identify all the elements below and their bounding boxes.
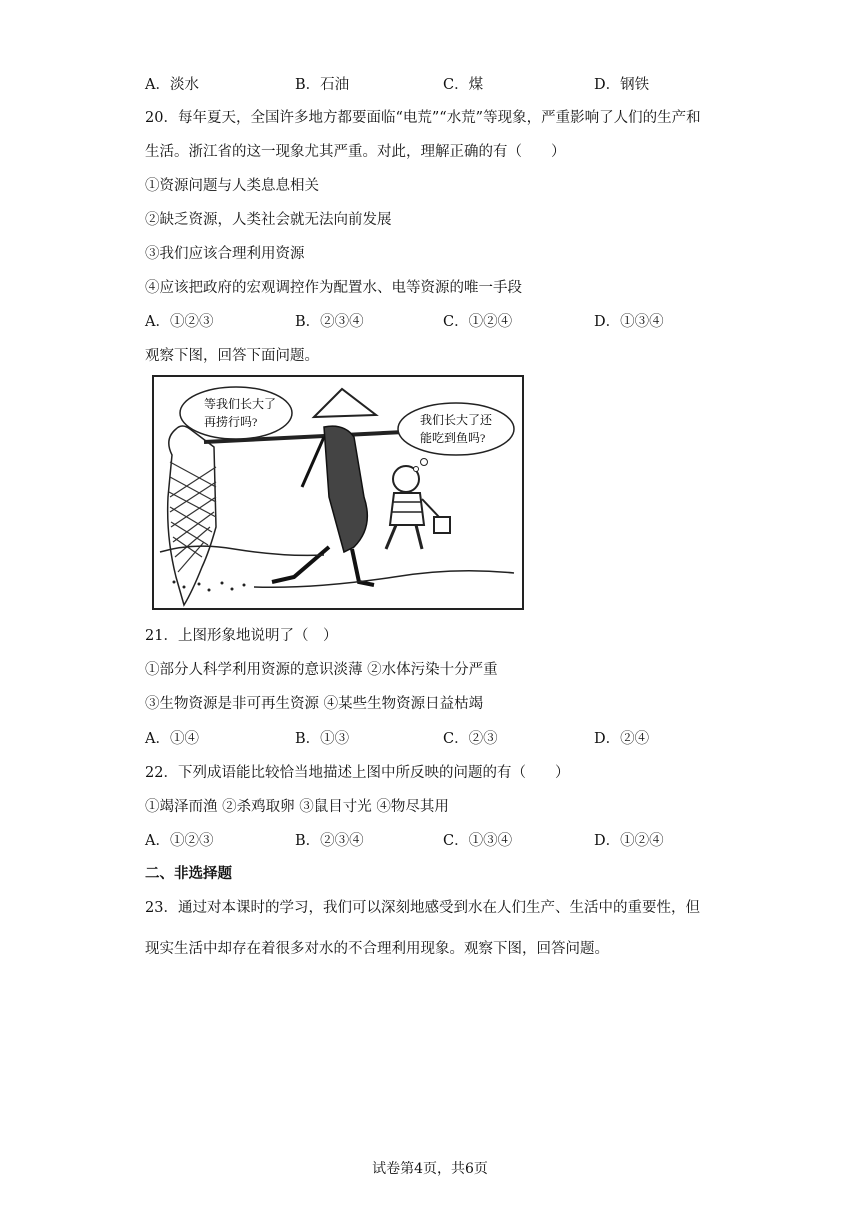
q23-line1: 23．通过对本课时的学习，我们可以深刻地感受到水在人们生产、生活中的重要性，但: [145, 900, 700, 916]
straw-hat: [314, 389, 376, 417]
q21-line2: ③生物资源是非可再生资源 ④某些生物资源日益枯竭: [145, 696, 484, 712]
q20-option-b: B．②③④: [295, 314, 364, 330]
net-hatching: [169, 462, 216, 572]
q20-item-1: ①资源问题与人类息息相关: [145, 178, 319, 194]
bubble-right-line2: 能吃到鱼吗?: [420, 431, 486, 445]
q22-option-b: B．②③④: [295, 833, 364, 849]
speech-bubble-left: [180, 387, 292, 439]
bubble-left-line1: 等我们长大了: [204, 397, 277, 411]
shore-dots: [173, 581, 246, 592]
q21-option-c: C．②③: [443, 731, 498, 747]
bucket: [434, 517, 450, 533]
q21-option-d: D．②④: [594, 731, 650, 747]
q22-items: ①竭泽而渔 ②杀鸡取卵 ③鼠目寸光 ④物尽其用: [145, 799, 449, 815]
child-body: [390, 493, 424, 525]
q19-option-b: B．石油: [295, 77, 350, 93]
q20-item-2: ②缺乏资源，人类社会就无法向前发展: [145, 212, 392, 228]
adult-figure: [324, 426, 367, 552]
q20-item-3: ③我们应该合理利用资源: [145, 246, 305, 262]
q21-line1: ①部分人科学利用资源的意识淡薄 ②水体污染十分严重: [145, 662, 498, 678]
q19-option-a: A．淡水: [145, 77, 199, 93]
q20-stem-line2: 生活。浙江省的这一现象尤其严重。对此，理解正确的有（ ）: [145, 144, 566, 160]
q19-option-d: D．钢铁: [594, 77, 650, 93]
bubble-left-line2: 再捞行吗?: [204, 415, 258, 429]
q21-stem: 21．上图形象地说明了（ ）: [145, 628, 338, 644]
q20-options: [145, 310, 745, 330]
q21-option-a: A．①④: [145, 731, 199, 747]
q21-options: [145, 727, 745, 747]
q21-option-b: B．①③: [295, 731, 350, 747]
section-heading: 二、非选择题: [145, 865, 232, 882]
q19-options: [145, 73, 745, 93]
fishing-cartoon: [152, 375, 524, 610]
q22-stem: 22．下列成语能比较恰当地描述上图中所反映的问题的有（ ）: [145, 765, 570, 781]
cartoon-drawing: [154, 377, 522, 608]
page-footer: 试卷第4页，共6页: [372, 1161, 488, 1177]
q22-option-a: A．①②③: [145, 833, 214, 849]
q22-options: [145, 829, 745, 849]
q22-option-d: D．①②④: [594, 833, 664, 849]
q22-option-c: C．①③④: [443, 833, 513, 849]
q20-option-a: A．①②③: [145, 314, 214, 330]
thought-bubble-right: [398, 403, 514, 455]
q20-option-c: C．①②④: [443, 314, 513, 330]
observe-intro: 观察下图，回答下面问题。: [145, 348, 319, 364]
q20-item-4: ④应该把政府的宏观调控作为配置水、电等资源的唯一手段: [145, 280, 522, 296]
q23-line2: 现实生活中却存在着很多对水的不合理利用现象。观察下图，回答问题。: [145, 941, 609, 957]
q20-stem-line1: 20．每年夏天，全国许多地方都要面临“电荒”“水荒”等现象，严重影响了人们的生产和: [145, 110, 701, 126]
bubble-right-line1: 我们长大了还: [420, 413, 493, 427]
q19-option-c: C．煤: [443, 77, 484, 93]
q20-option-d: D．①③④: [594, 314, 664, 330]
